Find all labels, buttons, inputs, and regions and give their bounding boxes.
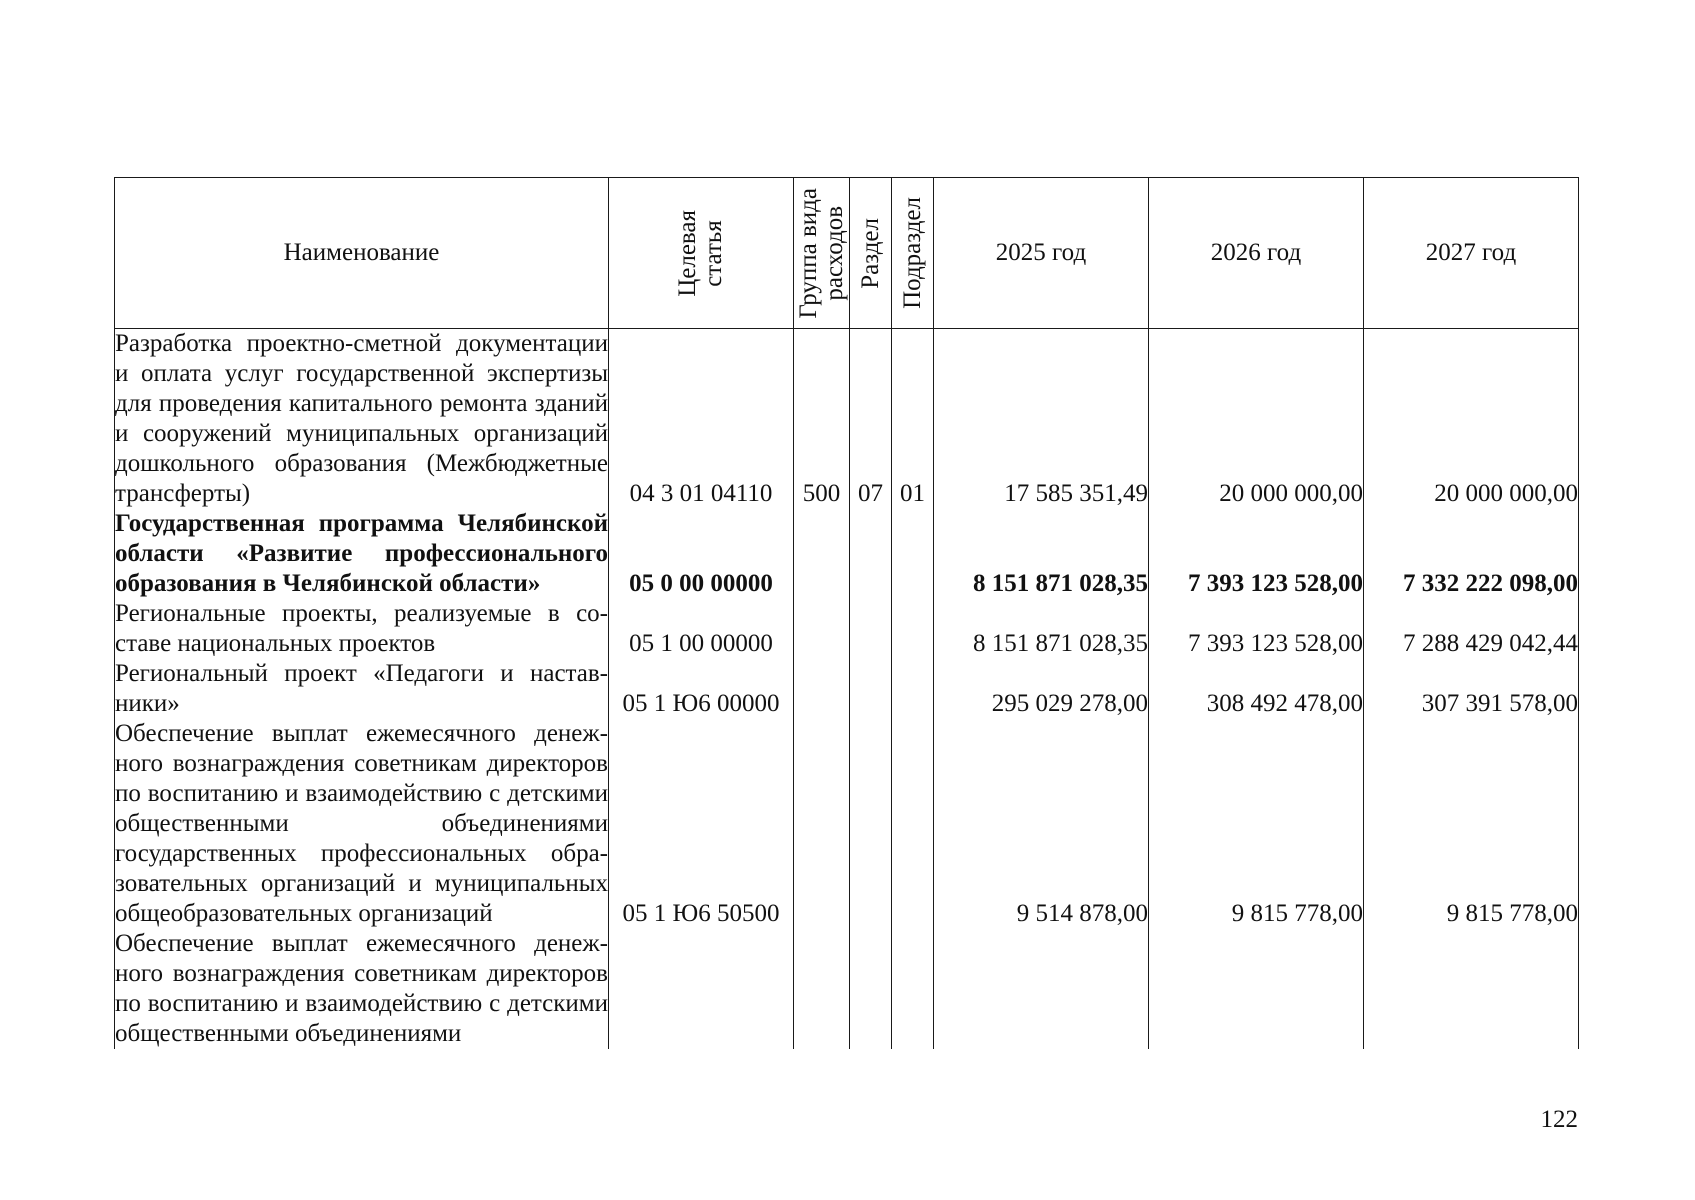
row-name: Разработка проектно-сметной документации и оплата услуг государственной экспертизы для проведения капитального ремонта зданий и сооружений муниципальных организаций дошкольного образования (Межбюджетные трансферты)	[115, 330, 608, 507]
row-subsection: 01	[892, 329, 934, 510]
row-amount-2025: 8 151 871 028,35	[934, 599, 1149, 659]
row-amount-2027	[1364, 929, 1579, 1049]
row-target-article: 05 0 00 00000	[609, 509, 794, 599]
row-name: Обеспечение выплат ежемесячного денежного вознаграждения советникам директоров по воспитанию и взаимодействию с детскими общественными объединениями государственных профессиональных образовательных организаций и муниципальных общеобразовательных организаций	[115, 720, 608, 927]
header-subsection-label: Подраздел	[898, 197, 926, 309]
row-amount-2025: 9 514 878,00	[934, 719, 1149, 929]
row-expense-group	[794, 509, 850, 599]
row-expense-group	[794, 719, 850, 929]
row-section	[850, 929, 892, 1049]
table-row	[115, 929, 1579, 1049]
row-amount-2027: 20 000 000,00	[1364, 329, 1579, 510]
header-subsection	[892, 178, 934, 329]
table-row	[115, 509, 1579, 599]
row-expense-group: 500	[794, 329, 850, 510]
row-name: Региональный проект «Педагоги и наставники»	[115, 660, 608, 717]
row-section	[850, 719, 892, 929]
header-year-2027: 2027 год	[1364, 178, 1579, 329]
header-name: Наименование	[115, 178, 609, 329]
row-amount-2027: 9 815 778,00	[1364, 719, 1579, 929]
row-amount-2026: 20 000 000,00	[1149, 329, 1364, 510]
header-target-article-label: Целевая статья	[674, 209, 727, 297]
budget-table	[114, 177, 1579, 1049]
page-number: 122	[1540, 1106, 1578, 1133]
row-amount-2026: 308 492 478,00	[1149, 659, 1364, 719]
row-expense-group	[794, 929, 850, 1049]
row-amount-2026: 7 393 123 528,00	[1149, 599, 1364, 659]
row-amount-2025: 8 151 871 028,35	[934, 509, 1149, 599]
header-year-2026: 2026 год	[1149, 178, 1364, 329]
header-year-2025: 2025 год	[934, 178, 1149, 329]
row-amount-2027: 7 288 429 042,44	[1364, 599, 1579, 659]
row-expense-group	[794, 659, 850, 719]
row-amount-2025: 295 029 278,00	[934, 659, 1149, 719]
row-section: 07	[850, 329, 892, 510]
row-amount-2027: 307 391 578,00	[1364, 659, 1579, 719]
row-target-article: 05 1 00 00000	[609, 599, 794, 659]
header-expense-group-label: Группа вида расходов	[794, 187, 848, 319]
table-row	[115, 659, 1579, 719]
row-subsection	[892, 599, 934, 659]
header-section	[850, 178, 892, 329]
row-target-article: 04 3 01 04110	[609, 329, 794, 510]
row-amount-2025: 17 585 351,49	[934, 329, 1149, 510]
row-section	[850, 509, 892, 599]
row-section	[850, 599, 892, 659]
row-amount-2025	[934, 929, 1149, 1049]
row-name: Обеспечение выплат ежемесячного денежного вознаграждения советникам директоров по воспитанию и взаимодействию с детскими общественными объединениями	[115, 930, 608, 1047]
row-expense-group	[794, 599, 850, 659]
row-amount-2026: 9 815 778,00	[1149, 719, 1364, 929]
row-subsection	[892, 719, 934, 929]
row-target-article: 05 1 Ю6 00000	[609, 659, 794, 719]
header-expense-group	[794, 178, 850, 329]
row-subsection	[892, 929, 934, 1049]
row-target-article	[609, 929, 794, 1049]
header-row	[115, 178, 1579, 329]
row-subsection	[892, 509, 934, 599]
row-section	[850, 659, 892, 719]
table-row	[115, 599, 1579, 659]
table-row	[115, 719, 1579, 929]
header-target-article	[609, 178, 794, 329]
row-subsection	[892, 659, 934, 719]
row-amount-2026	[1149, 929, 1364, 1049]
row-amount-2026: 7 393 123 528,00	[1149, 509, 1364, 599]
row-name: Государственная программа Челябинской области «Развитие профессионального образования в Челябинской области»	[115, 510, 608, 597]
row-name: Региональные проекты, реализуемые в составе национальных проектов	[115, 600, 608, 657]
table-row	[115, 329, 1579, 510]
row-amount-2027: 7 332 222 098,00	[1364, 509, 1579, 599]
header-section-label: Раздел	[856, 217, 884, 289]
row-target-article: 05 1 Ю6 50500	[609, 719, 794, 929]
